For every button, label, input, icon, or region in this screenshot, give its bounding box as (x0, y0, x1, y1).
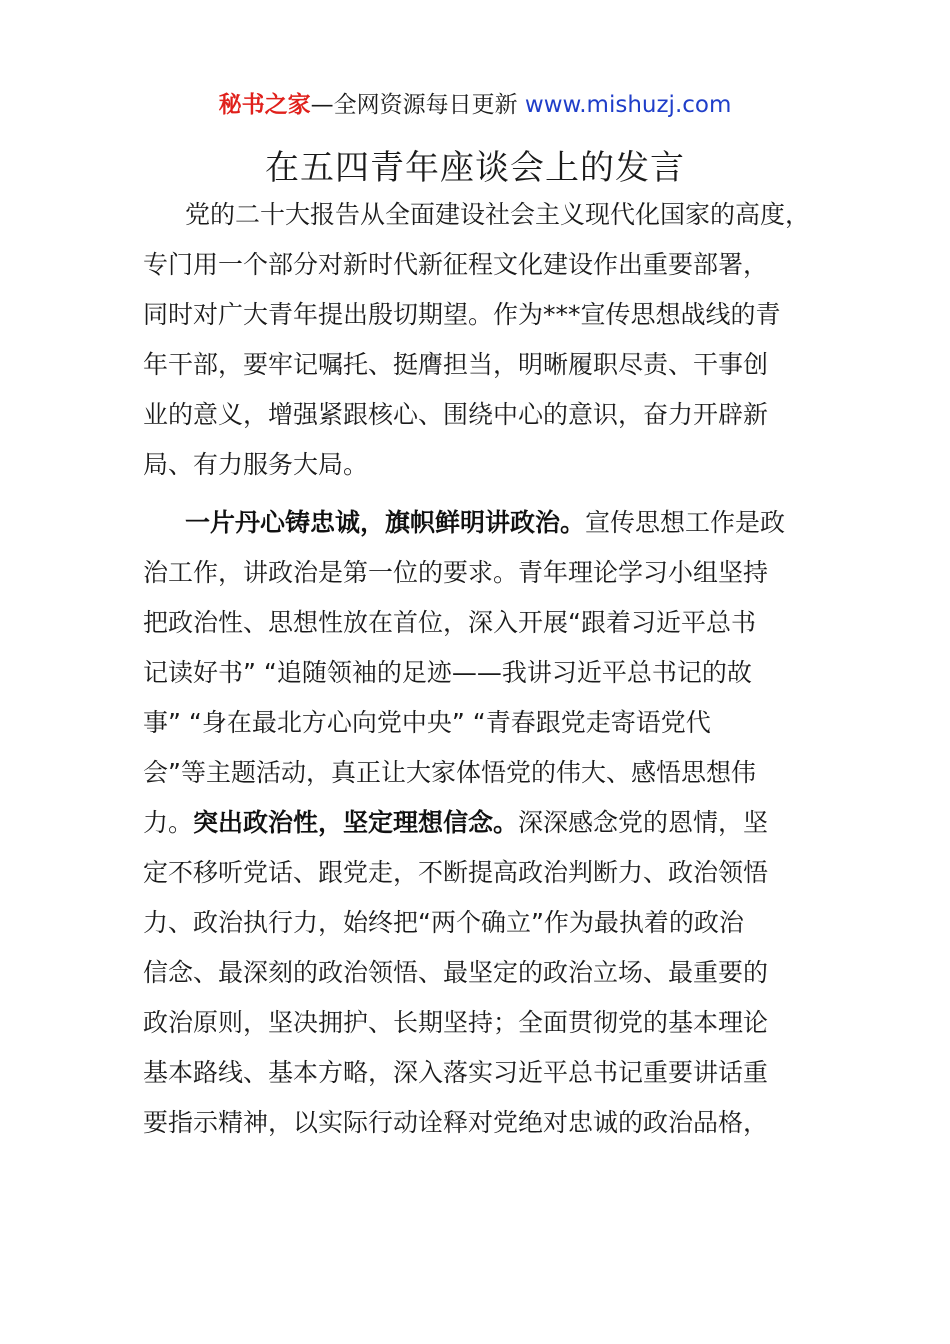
paragraph-line: 事” “身在最北方心向党中央” “青春跟党走寄语党代 (143, 708, 711, 737)
paragraph-line: 同时对广大青年提出殷切期望。作为***宣传思想战线的青 (143, 300, 781, 329)
section-text: 宣传思想工作是政 (585, 508, 786, 537)
paragraph-line: 记读好书” “追随领袖的足迹——我讲习近平总书记的故 (143, 658, 752, 687)
paragraph-line: 基本路线、基本方略，深入落实习近平总书记重要讲话重 (143, 1058, 769, 1087)
section-first-line (143, 498, 811, 548)
paragraph-line: 政治原则，坚决拥护、长期坚持；全面贯彻党的基本理论 (143, 1008, 769, 1037)
mixed-text-start: 力。 (143, 808, 194, 837)
section-subheading: 突出政治性，坚定理想信念。 (193, 808, 519, 837)
brand-name: 秘书之家 (218, 92, 311, 118)
header-tagline: —全网资源每日更新 (310, 92, 525, 118)
paragraph-line: 专门用一个部分对新时代新征程文化建设作出重要部署， (143, 250, 769, 279)
document-body (143, 190, 811, 1148)
paragraph-line: 年干部，要牢记嘱托、挺膺担当，明晰履职尽责、干事创 (143, 350, 769, 379)
paragraph-line: 治工作，讲政治是第一位的要求。青年理论学习小组坚持 (143, 558, 769, 587)
paragraph-line: 把政治性、思想性放在首位，深入开展“跟着习近平总书 (143, 608, 756, 637)
paragraph-line: 局、有力服务大局。 (143, 450, 369, 479)
paragraph-line: 业的意义，增强紧跟核心、围绕中心的意识，奋力开辟新 (143, 400, 769, 429)
header-banner (0, 88, 950, 122)
paragraph-line: 定不移听党话、跟党走，不断提高政治判断力、政治领悟 (143, 858, 769, 887)
paragraph-line: 党的二十大报告从全面建设社会主义现代化国家的高度， (185, 200, 811, 229)
document-title: 在五四青年座谈会上的发言 (265, 148, 685, 188)
paragraph-line: 会”等主题活动，真正让大家体悟党的伟大、感悟思想伟 (143, 758, 756, 787)
paragraph-line: 要指示精神，以实际行动诠释对党绝对忠诚的政治品格， (143, 1108, 769, 1137)
mixed-line (143, 798, 811, 848)
mixed-text-end: 深深感念党的恩情，坚 (518, 808, 769, 837)
site-link[interactable]: www.mishuzj.com (524, 92, 732, 118)
section-heading: 一片丹心铸忠诚，旗帜鲜明讲政治。 (185, 508, 586, 537)
paragraph-line: 信念、最深刻的政治领悟、最坚定的政治立场、最重要的 (143, 958, 769, 987)
paragraph-gap (143, 490, 811, 498)
paragraph-line: 力、政治执行力，始终把“两个确立”作为最执着的政治 (143, 908, 744, 937)
